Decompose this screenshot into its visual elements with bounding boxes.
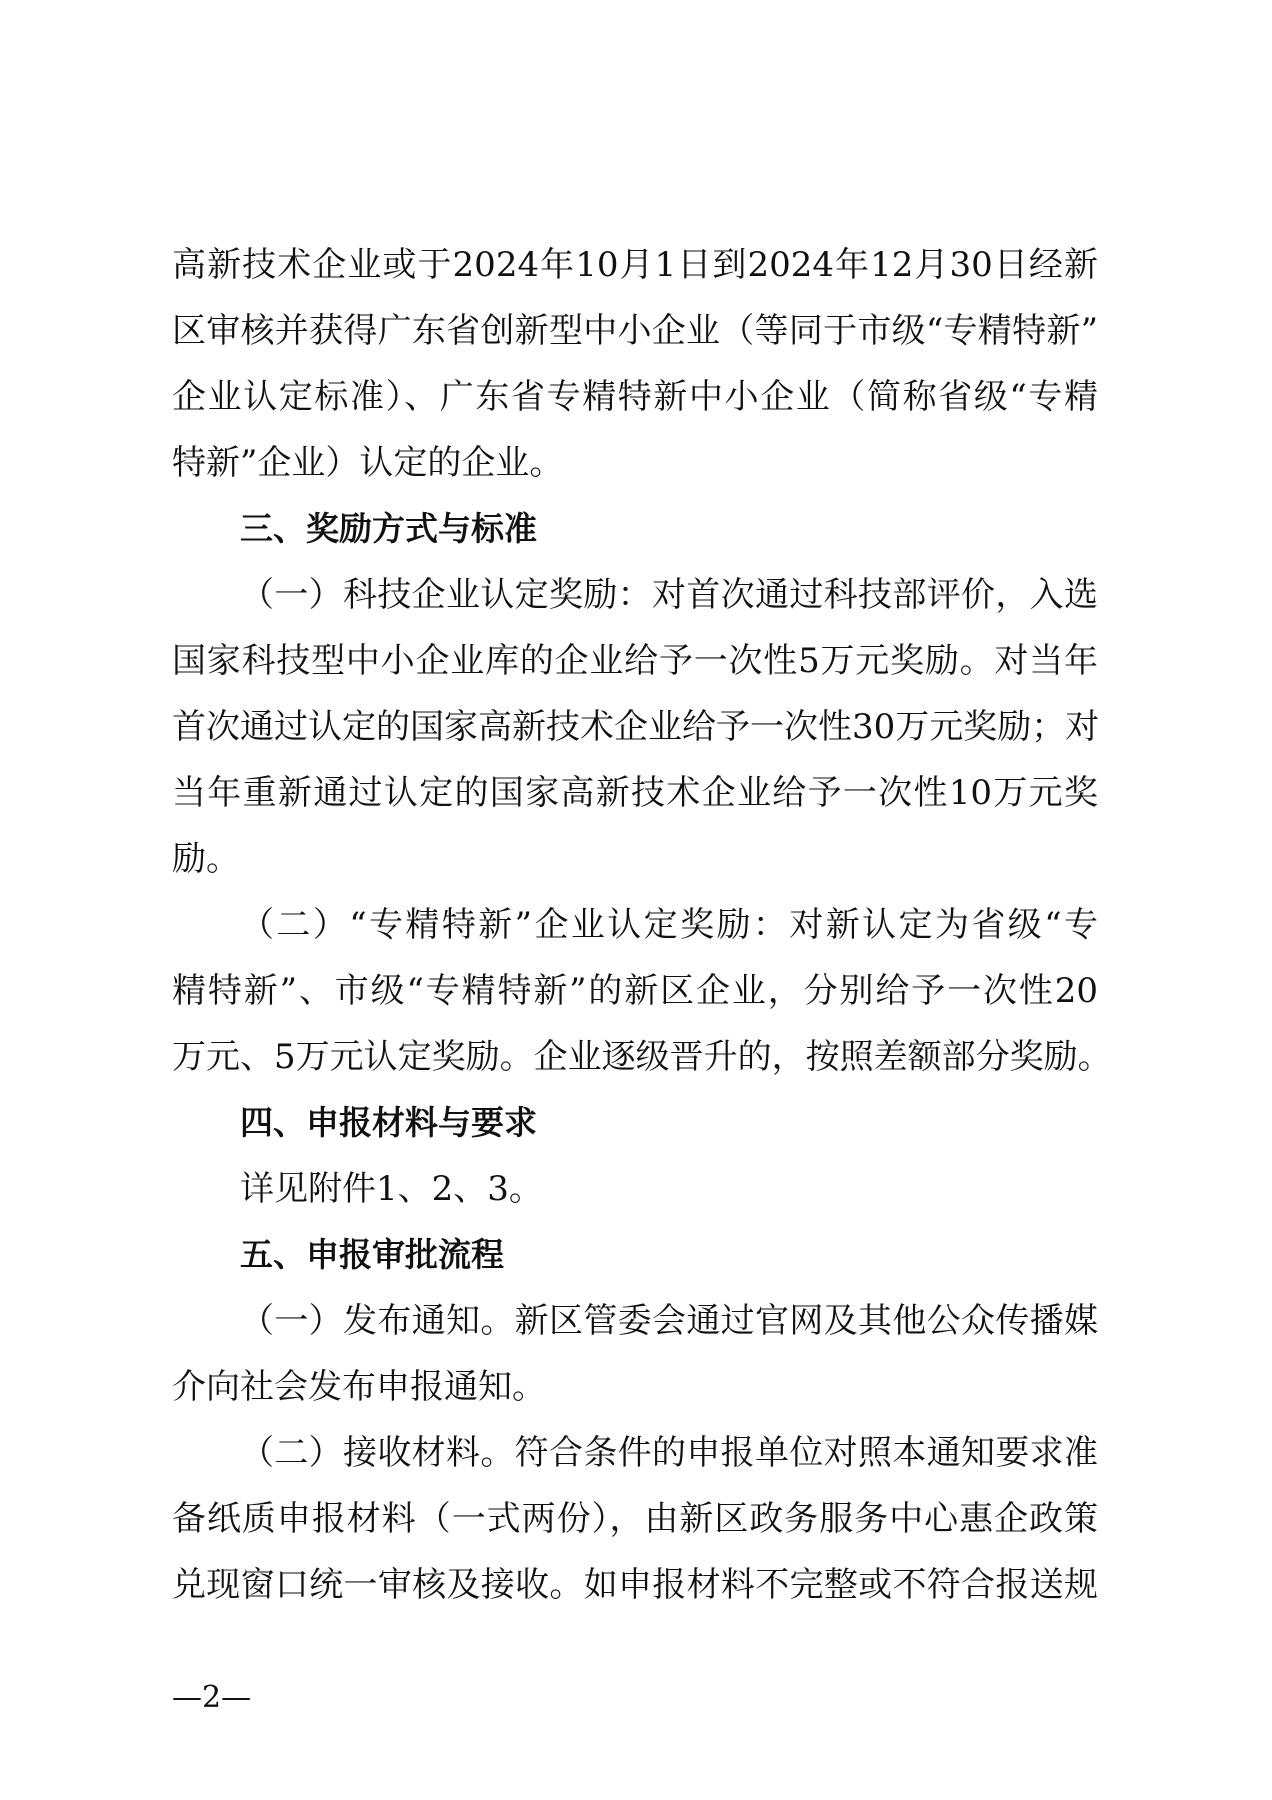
paragraph-line: 高新技术企业或于2024年10月1日到2024年12月30日经新 bbox=[172, 245, 1098, 285]
section-heading-5: 五、申报审批流程 bbox=[240, 1235, 504, 1274]
paragraph-line: （一）发布通知。新区管委会通过官网及其他公众传播媒 bbox=[240, 1301, 1098, 1341]
paragraph-line: 介向社会发布申报通知。 bbox=[172, 1367, 546, 1407]
paragraph-line: 精特新”、市级“专精特新”的新区企业，分别给予一次性20 bbox=[172, 971, 1098, 1011]
paragraph-line: 备纸质申报材料（一式两份），由新区政务服务中心惠企政策 bbox=[172, 1499, 1098, 1539]
paragraph-line: 首次通过认定的国家高新技术企业给予一次性30万元奖励；对 bbox=[172, 707, 1100, 747]
paragraph-line: 当年重新通过认定的国家高新技术企业给予一次性10万元奖 bbox=[172, 773, 1098, 813]
paragraph-line: （二）“专精特新”企业认定奖励：对新认定为省级“专 bbox=[240, 905, 1098, 945]
paragraph-line: 兑现窗口统一审核及接收。如申报材料不完整或不符合报送规 bbox=[172, 1565, 1098, 1605]
paragraph-line: 特新”企业）认定的企业。 bbox=[172, 443, 564, 483]
paragraph-line: （一）科技企业认定奖励：对首次通过科技部评价，入选 bbox=[240, 575, 1098, 615]
document-body bbox=[172, 232, 1112, 1618]
paragraph-line: 区审核并获得广东省创新型中小企业（等同于市级“专精特新” bbox=[172, 311, 1098, 351]
paragraph-line: （二）接收材料。符合条件的申报单位对照本通知要求准 bbox=[240, 1433, 1098, 1473]
paragraph-line: 励。 bbox=[172, 839, 240, 879]
paragraph-line: 万元、5万元认定奖励。企业逐级晋升的，按照差额部分奖励。 bbox=[172, 1037, 1112, 1077]
paragraph-line: 国家科技型中小企业库的企业给予一次性5万元奖励。对当年 bbox=[172, 641, 1098, 681]
section-heading-3: 三、奖励方式与标准 bbox=[240, 509, 537, 548]
page-number: —2— bbox=[172, 1680, 252, 1715]
section-heading-4: 四、申报材料与要求 bbox=[240, 1103, 537, 1142]
paragraph-line: 企业认定标准）、广东省专精特新中小企业（简称省级“专精 bbox=[172, 377, 1098, 417]
paragraph-line: 详见附件1、2、3。 bbox=[240, 1169, 543, 1209]
